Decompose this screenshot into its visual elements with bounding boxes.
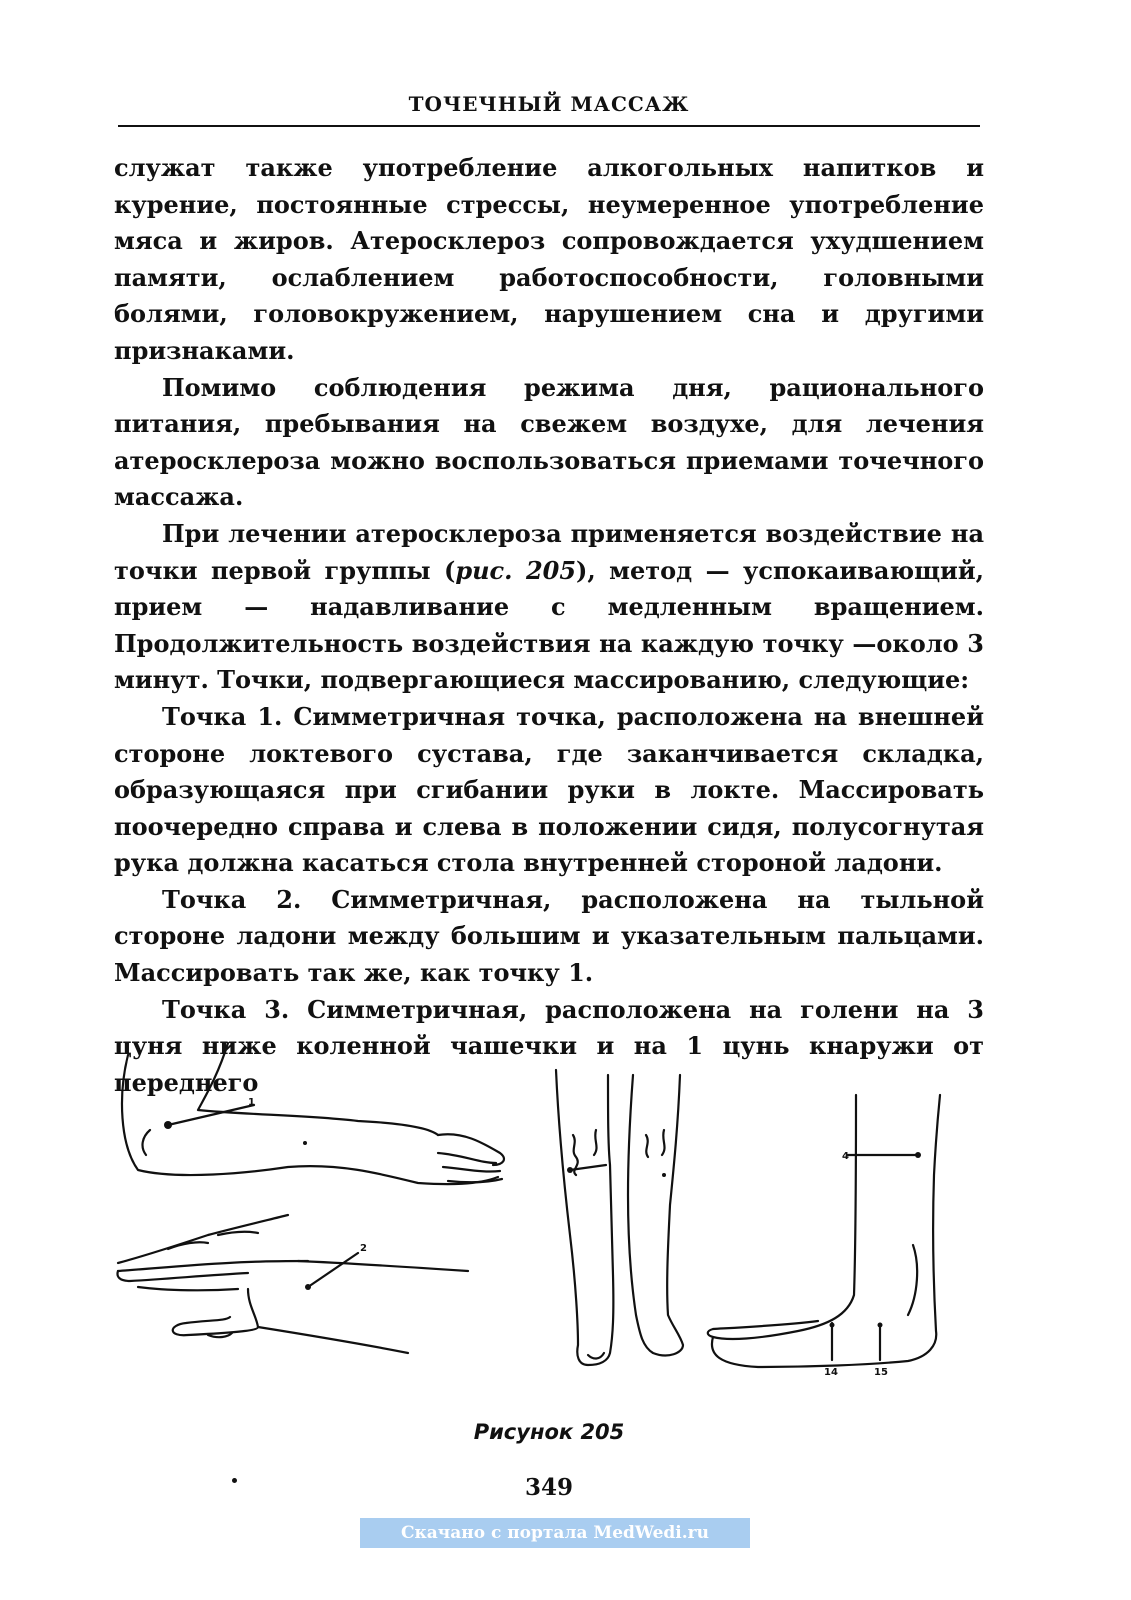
paragraph-3-start: При лечении атеросклероза применяется воздействие на точки первой группы ( <box>114 518 984 585</box>
paragraph-1: служат также употребление алкогольных напитков и курение, постоянные стрессы, неумеренное употребление мяса и жиров. Атеросклероз сопровождается ухудшением памяти, ослаблением работоспособности, головными болями, головокружением, нарушением сна и другими признаками. <box>114 153 984 365</box>
paragraph-3-end: ), метод — успокаивающий, прием — надавливание с медленным вращением. Продолжительность воздействия на каждую точку —около 3 минут. Точки, подвергающиеся массированию, следующие: <box>114 555 984 695</box>
massage-points-drawing <box>108 1035 1008 1415</box>
paragraph-point-3: Точка 3. Симметричная, расположена на голени на 3 цуня ниже коленной чашечки и на 1 цунь кнаружи от переднего <box>114 994 984 1097</box>
running-header: ТОЧЕЧНЫЙ МАССАЖ <box>408 92 690 116</box>
forearm-drawing <box>122 1043 504 1184</box>
paragraph-point-1: Точка 1. Симметричная точка, расположена на внешней стороне локтевого сустава, где заканчивается складка, образующаяся при сгибании руки в локте. Массировать поочередно справа и слева в положении сидя, полусогнутая рука должна касаться стола внутренней стороной ладони. <box>114 701 984 878</box>
figure-205-illustration <box>108 1035 1008 1415</box>
foot-drawing <box>708 1095 940 1378</box>
label-point-2: 2 <box>360 1243 367 1254</box>
figure-reference: рис. 205 <box>455 555 577 585</box>
header-rule <box>118 125 980 127</box>
download-watermark[interactable]: Скачано с портала MedWedi.ru <box>360 1518 750 1548</box>
figure-caption: Рисунок 205 <box>473 1420 625 1444</box>
paragraph-2: Помимо соблюдения режима дня, рационального питания, пребывания на свежем воздухе, для лечения атеросклероза можно воспользоваться приемами точечного массажа. <box>114 372 984 512</box>
label-point-14: 14 <box>824 1367 838 1378</box>
hand-drawing <box>118 1215 469 1353</box>
page-number: 349 <box>524 1474 573 1501</box>
paragraph-point-2: Точка 2. Симметричная, расположена на тыльной стороне ладони между большим и указательным пальцами. Массировать так же, как точку 1. <box>114 884 984 988</box>
paragraph-3 <box>114 516 984 699</box>
label-point-1: 1 <box>248 1097 255 1108</box>
legs-drawing <box>556 1070 683 1365</box>
body-text <box>114 150 984 1101</box>
label-point-4: 4 <box>842 1151 849 1162</box>
label-point-15: 15 <box>874 1367 888 1378</box>
